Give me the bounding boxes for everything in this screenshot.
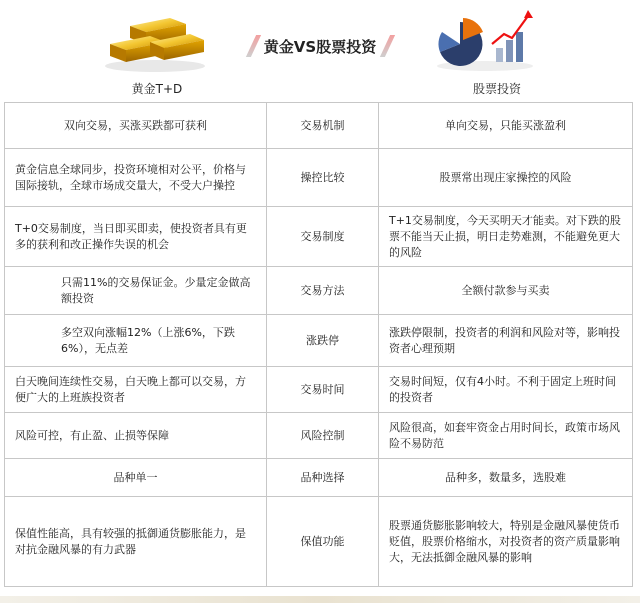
- table-row: [5, 149, 633, 207]
- gold-td-label: 黄金T+D: [131, 82, 183, 96]
- header: [0, 0, 640, 100]
- stock-cell: 风险很高，如套牢资金占用时间长，政策市场风险不易防范: [379, 413, 633, 459]
- category-cell: 交易机制: [267, 103, 379, 149]
- table-row: [5, 459, 633, 497]
- decorative-slash-icon: [382, 36, 392, 56]
- table-row: [5, 367, 633, 413]
- gold-cell: 双向交易，买涨买跌都可获利: [5, 103, 267, 149]
- gold-cell: 多空双向涨幅12%（上涨6%，下跌6%），无点差: [5, 315, 267, 367]
- category-cell: 保值功能: [267, 497, 379, 587]
- stock-cell: 股票通货膨胀影响较大，特别是金融风暴使货币贬值，股票价格缩水，对投资者的资产质量影响大，无法抵御金融风暴的影响: [379, 497, 633, 587]
- gold-cell: 品种单一: [5, 459, 267, 497]
- pie-chart-growth-icon: [430, 4, 540, 74]
- category-cell: 交易时间: [267, 367, 379, 413]
- category-cell: 交易方法: [267, 267, 379, 315]
- stock-cell: 单向交易，只能买涨盈利: [379, 103, 633, 149]
- stock-cell: 涨跌停限制，投资者的利润和风险对等，影响投资者心理预期: [379, 315, 633, 367]
- page-title: [220, 34, 420, 58]
- table-row: [5, 497, 633, 587]
- stock-cell: 品种多，数量多，选股难: [379, 459, 633, 497]
- page-title-text: 黄金VS股票投资: [263, 37, 377, 56]
- gold-cell: 风险可控，有止盈、止损等保障: [5, 413, 267, 459]
- decorative-slash-icon: [248, 36, 258, 56]
- category-cell: 涨跌停: [267, 315, 379, 367]
- category-cell: 操控比较: [267, 149, 379, 207]
- table-row: [5, 267, 633, 315]
- gold-cell: 只需11%的交易保证金。少量定金做高额投资: [5, 267, 267, 315]
- table-row: [5, 207, 633, 267]
- table-row: [5, 103, 633, 149]
- stock-cell: T+1交易制度，今天买明天才能卖。对下跌的股票不能当天止损，明日走势难测，不能避免更大的风险: [379, 207, 633, 267]
- table-row: [5, 413, 633, 459]
- comparison-table: [4, 102, 633, 587]
- table-row: [5, 315, 633, 367]
- stock-cell: 股票常出现庄家操控的风险: [379, 149, 633, 207]
- gold-bars-icon: [100, 6, 210, 74]
- category-cell: 交易制度: [267, 207, 379, 267]
- gold-cell: T+0交易制度，当日即买即卖，使投资者具有更多的获利和改正操作失误的机会: [5, 207, 267, 267]
- bottom-decoration: [0, 596, 640, 603]
- gold-cell: 黄金信息全球同步，投资环境相对公平，价格与国际接轨，全球市场成交量大，不受大户操控: [5, 149, 267, 207]
- gold-cell: 白天晚间连续性交易，白天晚上都可以交易，方便广大的上班族投资者: [5, 367, 267, 413]
- stock-investment-label: 股票投资: [472, 82, 521, 96]
- stock-cell: 全额付款参与买卖: [379, 267, 633, 315]
- category-cell: 品种选择: [267, 459, 379, 497]
- gold-cell: 保值性能高，具有较强的抵御通货膨胀能力，是对抗金融风暴的有力武器: [5, 497, 267, 587]
- stock-cell: 交易时间短，仅有4小时。不利于固定上班时间的投资者: [379, 367, 633, 413]
- category-cell: 风险控制: [267, 413, 379, 459]
